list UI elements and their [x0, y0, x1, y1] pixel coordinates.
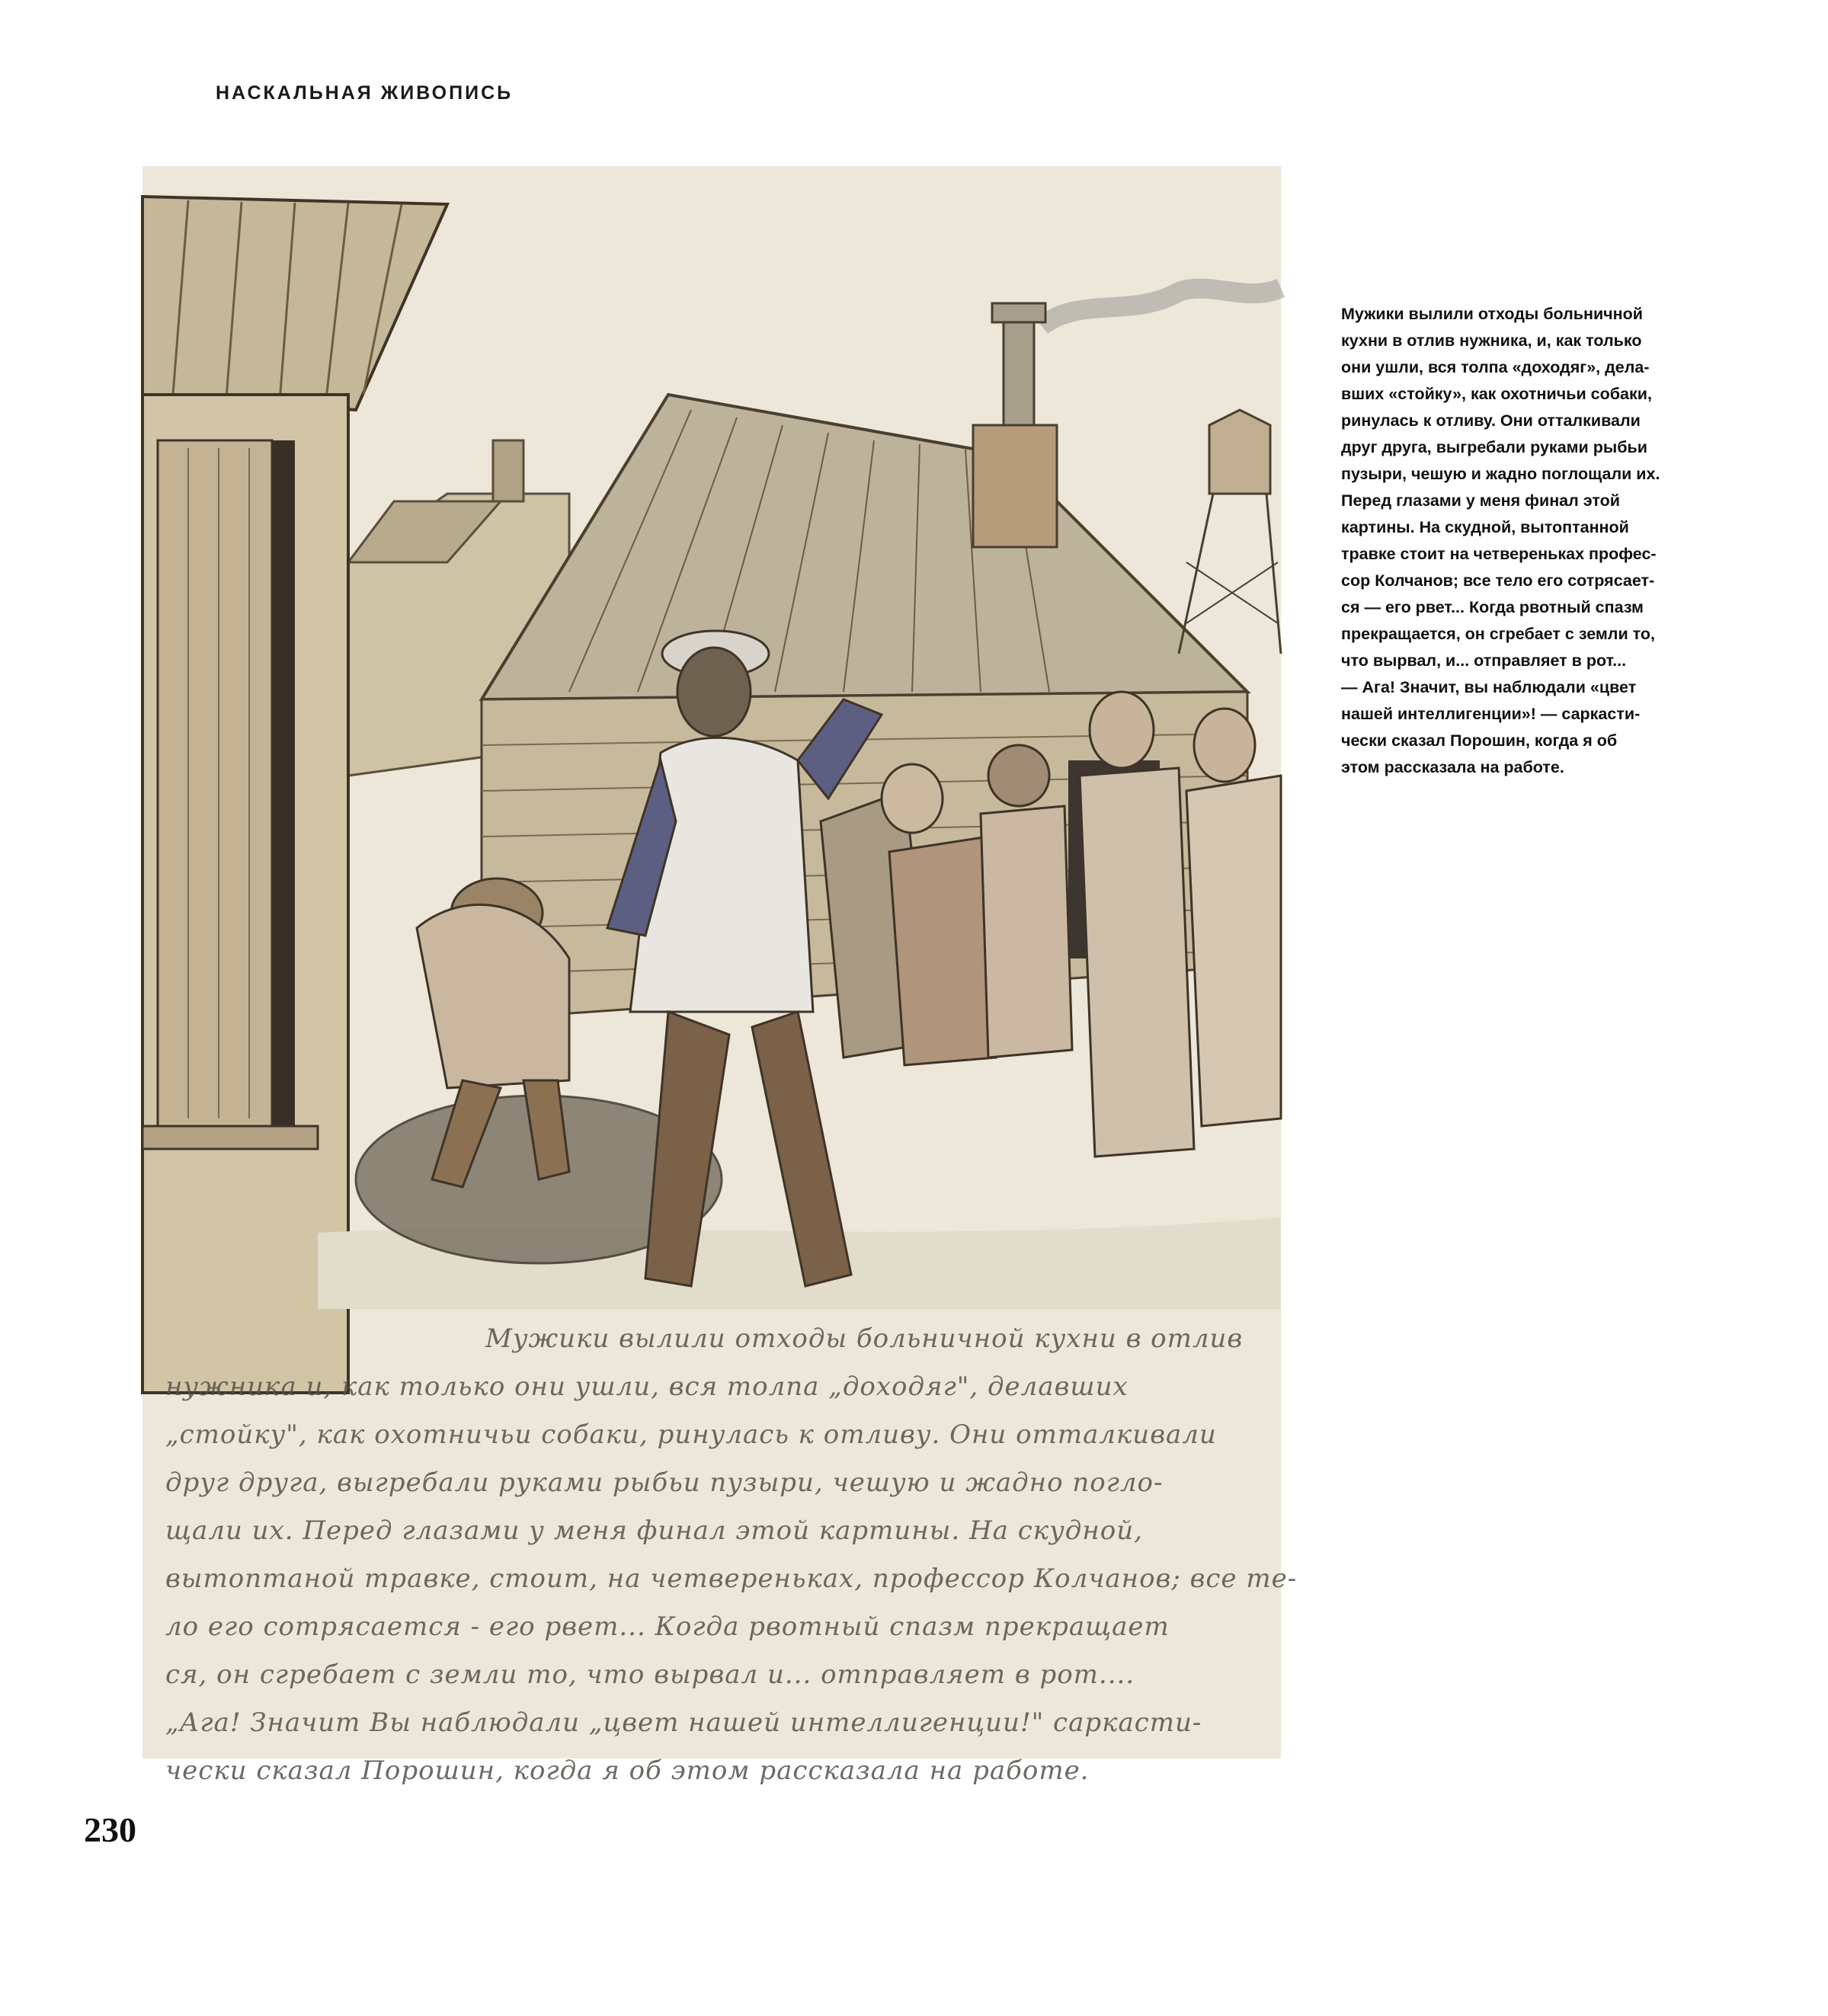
caption-line: вших «стойку», как охотничьи собаки,: [1341, 385, 1652, 403]
caption-text: [1341, 301, 1722, 781]
caption-line: Перед глазами у меня финал этой: [1341, 491, 1620, 510]
caption-line: картины. На скудной, вытоптанной: [1341, 518, 1629, 536]
caption-line: чески сказал Порошин, когда я об: [1341, 731, 1618, 750]
illustration: [142, 166, 1298, 1786]
handwritten-line: Мужики вылили отходы больничной кухни в отлив: [485, 1323, 1244, 1354]
handwritten-caption: [165, 1315, 1298, 1795]
handwritten-line: ло его сотрясается - его рвет... Когда рвотный спазм прекращает: [165, 1611, 1170, 1642]
caption-line: кухни в отлив нужника, и, как только: [1341, 331, 1642, 350]
running-head: НАСКАЛЬНАЯ ЖИВОПИСЬ: [216, 82, 514, 104]
caption-line: сор Колчанов; все тело его сотрясает-: [1341, 571, 1655, 590]
caption-line: они ушли, вся толпа «доходяг», дела-: [1341, 358, 1650, 376]
caption-line: что вырвал, и... отправляет в рот...: [1341, 651, 1627, 670]
handwritten-line: „стойку", как охотничьи собаки, ринулась к отливу. Они отталкивали: [165, 1419, 1217, 1450]
caption-line: — Ага! Значит, вы наблюдали «цвет: [1341, 678, 1637, 696]
handwritten-line: „Ага! Значит Вы наблюдали „цвет нашей интеллигенции!" саркасти-: [165, 1707, 1202, 1738]
handwritten-line: вытоптаной травке, стоит, на четвереньках, профессор Колчанов; все те-: [165, 1563, 1298, 1594]
handwritten-line: щали их. Перед глазами у меня финал этой картины. На скудной,: [165, 1515, 1143, 1546]
caption-line: травке стоит на четвереньках профес-: [1341, 545, 1657, 563]
handwritten-line: друг друга, выгребали руками рыбьи пузыри, чешую и жадно погло-: [165, 1467, 1164, 1498]
caption-line: ринулась к отливу. Они отталкивали: [1341, 411, 1641, 430]
page-number: 230: [84, 1810, 136, 1849]
caption-line: Мужики вылили отходы больничной: [1341, 305, 1643, 323]
caption-line: пузыри, чешую и жадно поглощали их.: [1341, 465, 1660, 483]
caption-line: друг друга, выгребали руками рыбьи: [1341, 438, 1647, 456]
caption-line: нашей интеллигенции»! — саркасти-: [1341, 705, 1641, 723]
caption-line: этом рассказала на работе.: [1341, 758, 1564, 776]
caption-line: ся — его рвет... Когда рвотный спазм: [1341, 598, 1644, 616]
caption-line: прекращается, он сгребает с земли то,: [1341, 625, 1655, 643]
handwritten-line: чески сказал Порошин, когда я об этом рассказала на работе.: [165, 1755, 1090, 1786]
handwritten-line: ся, он сгребает с земли то, что вырвал и... отправляет в рот....: [165, 1659, 1135, 1690]
handwritten-line: нужника и, как только они ушли, вся толпа „доходяг", делавших: [165, 1371, 1128, 1402]
